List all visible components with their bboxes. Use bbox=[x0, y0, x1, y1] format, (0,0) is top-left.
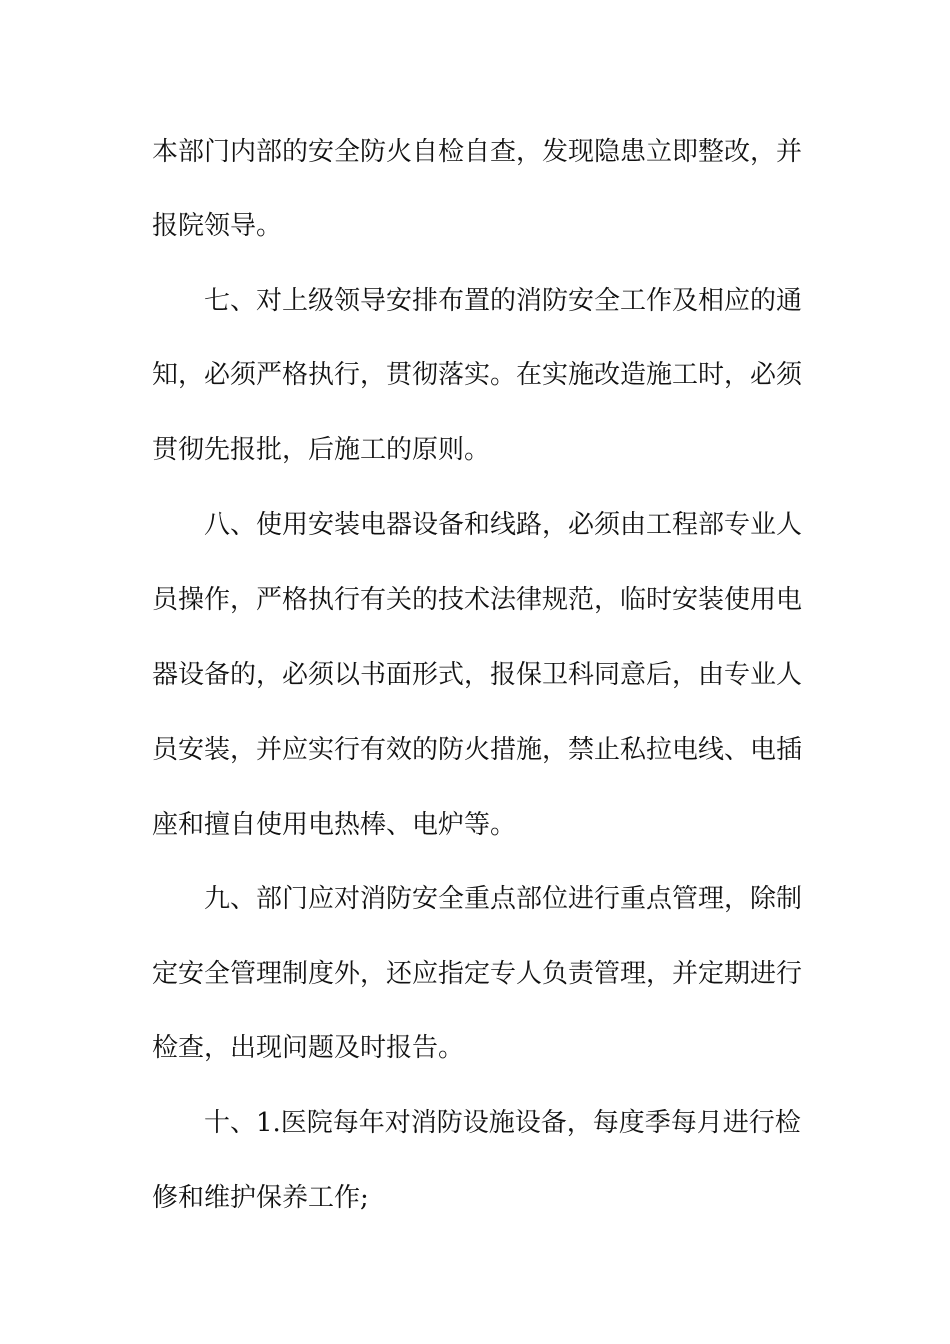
text-line: 员操作，严格执行有关的技术法律规范，临时安装使用电 bbox=[152, 585, 803, 615]
text-line: 员安装，并应实行有效的防火措施，禁止私拉电线、电插 bbox=[152, 735, 803, 765]
text-line: 定安全管理制度外，还应指定专人负责管理，并定期进行 bbox=[152, 959, 803, 989]
paragraph-start-line: 八、使用安装电器设备和线路，必须由工程部专业人 bbox=[204, 510, 803, 540]
text-line: 检查，出现问题及时报告。 bbox=[152, 1033, 465, 1063]
text-line: 座和擅自使用电热棒、电炉等。 bbox=[152, 810, 517, 840]
paragraph-start-line: 七、对上级领导安排布置的消防安全工作及相应的通 bbox=[204, 286, 803, 316]
text-line: 报院领导。 bbox=[152, 211, 283, 241]
paragraph-start-line: 十、1.医院每年对消防设施设备，每度季每月进行检 bbox=[204, 1108, 801, 1138]
text-line: 本部门内部的安全防火自检自查，发现隐患立即整改，并 bbox=[152, 137, 803, 167]
paragraph-start-line: 九、部门应对消防安全重点部位进行重点管理，除制 bbox=[204, 884, 803, 914]
text-line: 修和维护保养工作; bbox=[152, 1183, 369, 1213]
text-line: 贯彻先报批，后施工的原则。 bbox=[152, 435, 491, 465]
text-line: 器设备的，必须以书面形式，报保卫科同意后，由专业人 bbox=[152, 660, 803, 690]
text-line: 知，必须严格执行，贯彻落实。在实施改造施工时，必须 bbox=[152, 360, 803, 390]
